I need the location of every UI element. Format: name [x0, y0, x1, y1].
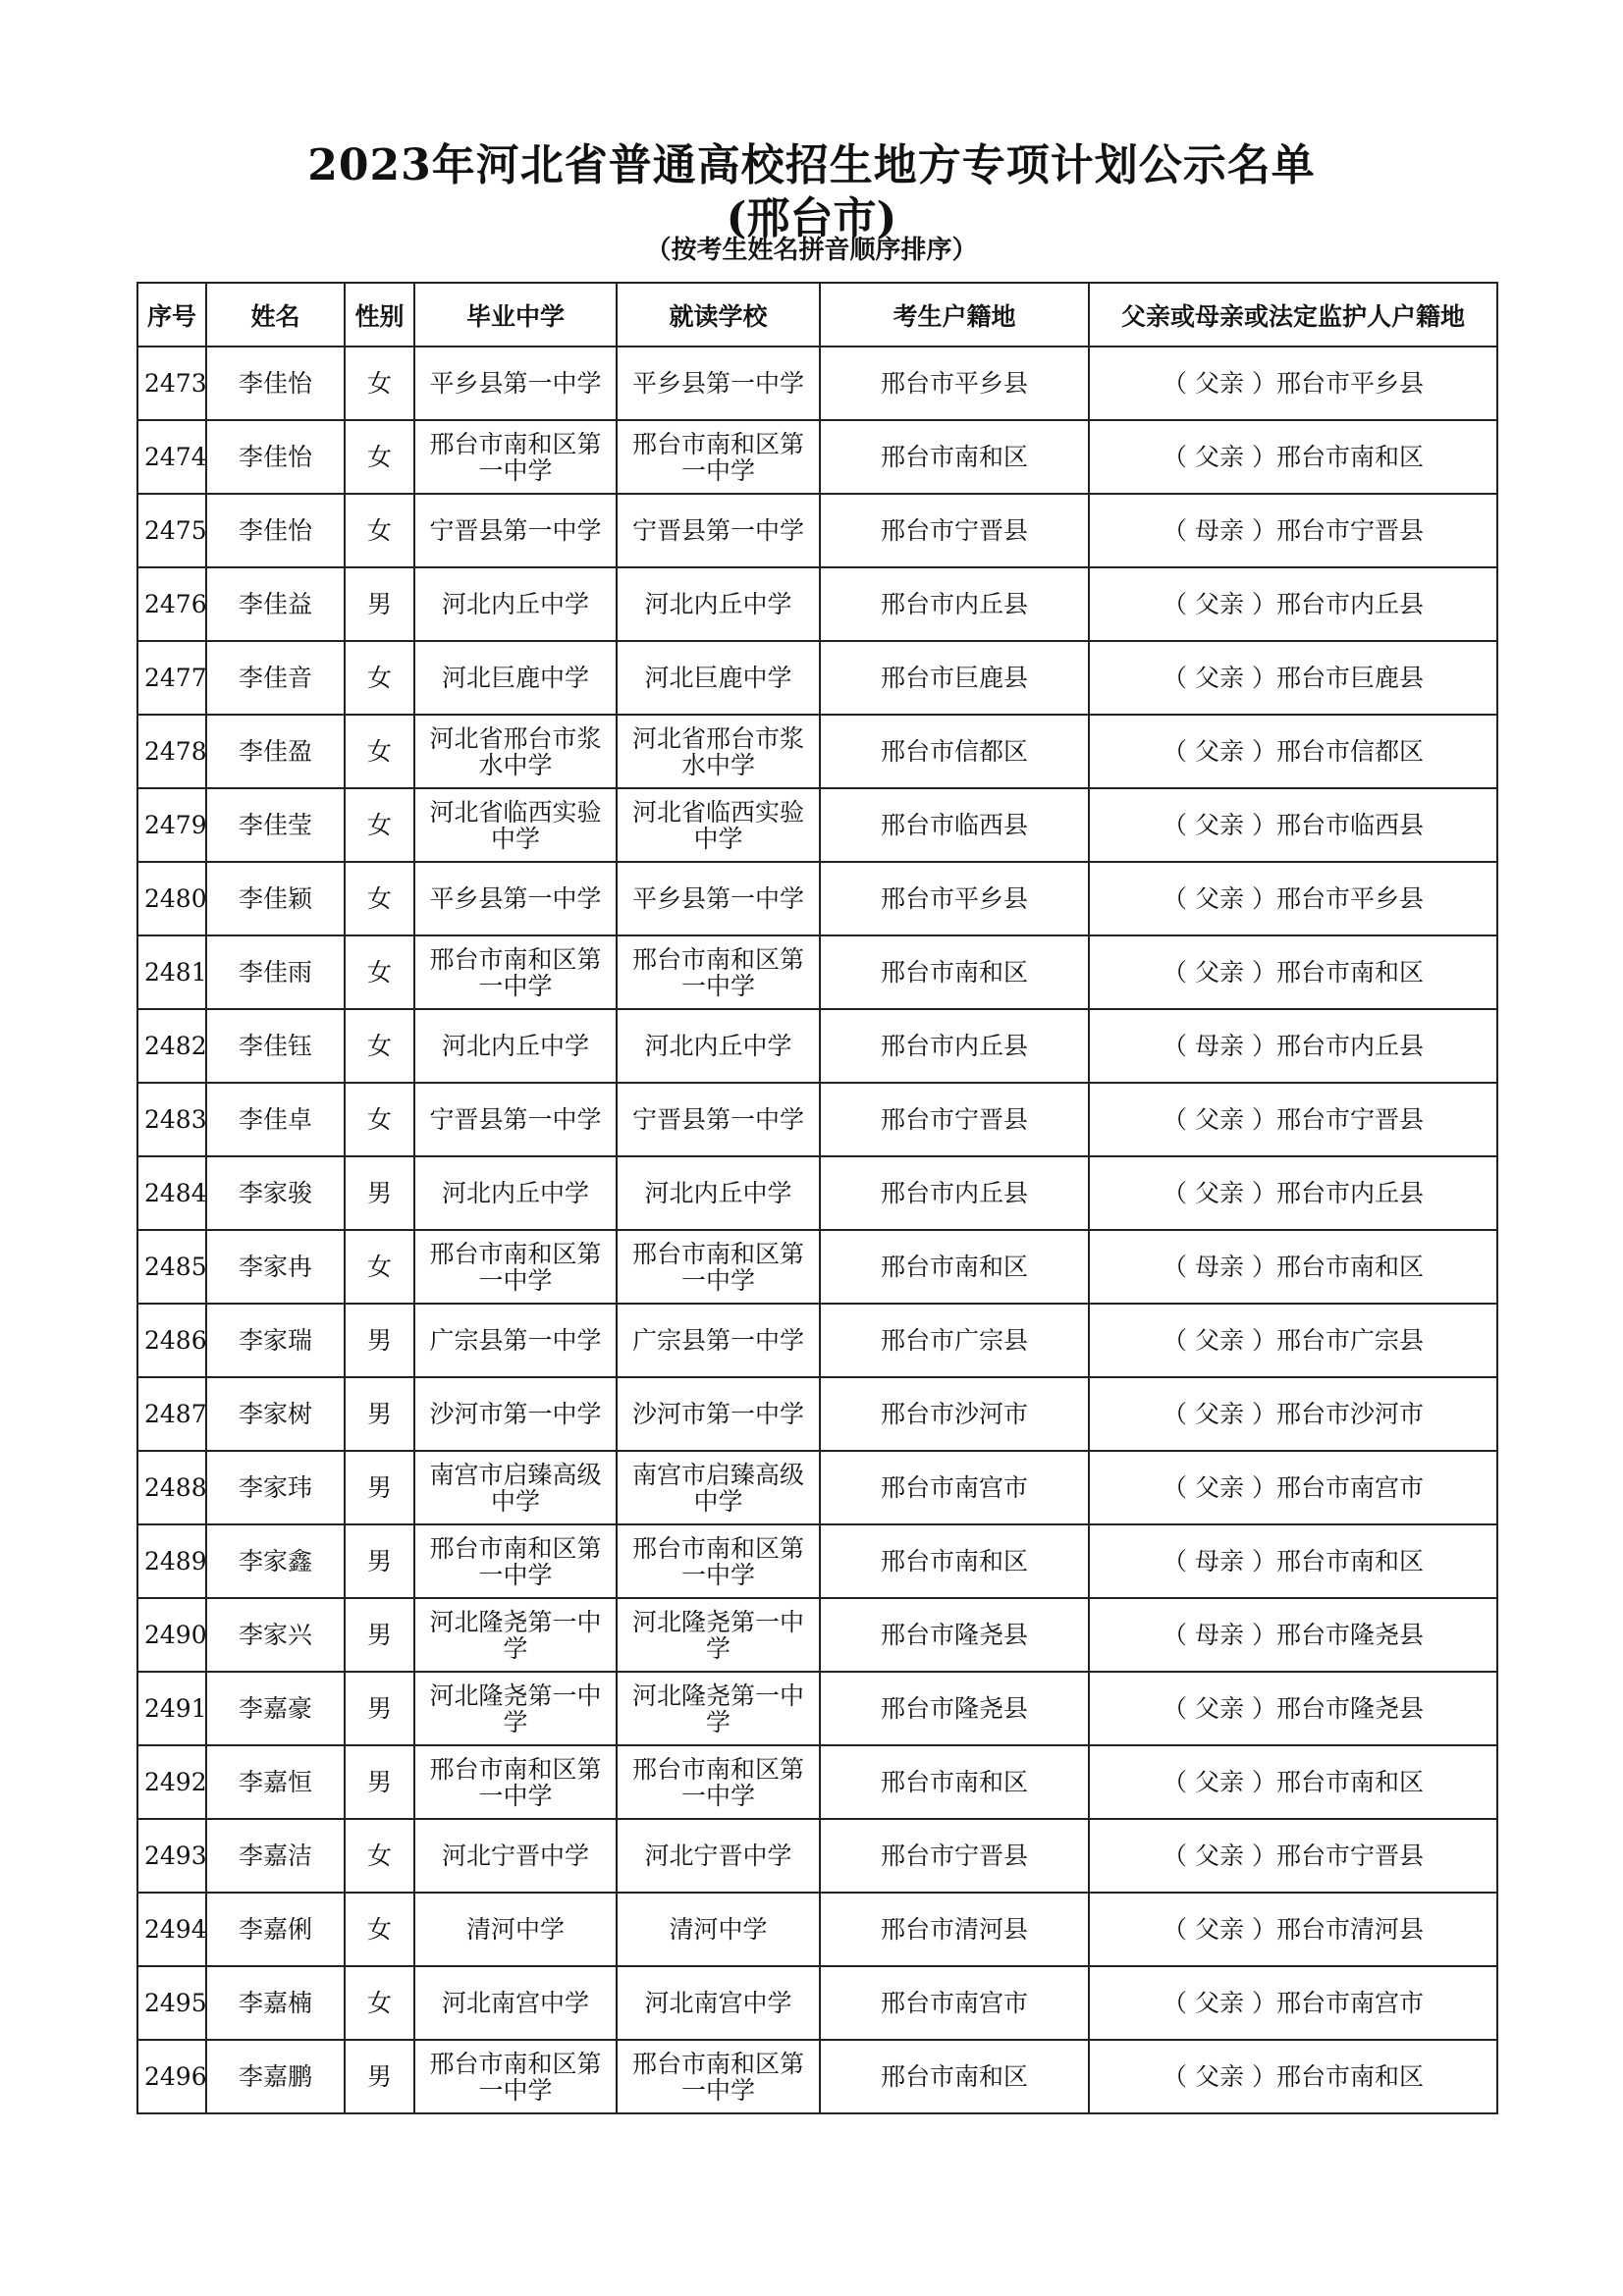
cell-number: 2492 — [137, 1745, 206, 1819]
cell-gender: 女 — [345, 935, 414, 1009]
cell-name: 李佳怡 — [206, 420, 345, 494]
cell-gender: 男 — [345, 1451, 414, 1524]
cell-student-residence: 邢台市南和区 — [820, 1230, 1089, 1304]
cell-guardian-residence: （ 父亲 ）邢台市宁晋县 — [1089, 1083, 1497, 1156]
cell-graduation-school: 广宗县第一中学 — [414, 1304, 617, 1377]
cell-number: 2474 — [137, 420, 206, 494]
cell-name: 李佳盈 — [206, 715, 345, 788]
cell-graduation-school: 河北省临西实验中学 — [414, 788, 617, 862]
table-row — [137, 1009, 1497, 1083]
cell-graduation-school: 河北省邢台市浆水中学 — [414, 715, 617, 788]
table-row — [137, 862, 1497, 935]
cell-gender: 男 — [345, 1745, 414, 1819]
cell-student-residence: 邢台市巨鹿县 — [820, 641, 1089, 715]
cell-student-residence: 邢台市南宫市 — [820, 1451, 1089, 1524]
table-row — [137, 1083, 1497, 1156]
cell-name: 李家瑞 — [206, 1304, 345, 1377]
cell-current-school: 邢台市南和区第一中学 — [617, 1745, 820, 1819]
cell-student-residence: 邢台市南和区 — [820, 2040, 1089, 2113]
cell-number: 2477 — [137, 641, 206, 715]
table-row — [137, 935, 1497, 1009]
cell-graduation-school: 河北南宫中学 — [414, 1966, 617, 2040]
cell-name: 李家冉 — [206, 1230, 345, 1304]
cell-number: 2491 — [137, 1672, 206, 1745]
table-row — [137, 1230, 1497, 1304]
cell-current-school: 邢台市南和区第一中学 — [617, 1524, 820, 1598]
cell-gender: 女 — [345, 1893, 414, 1966]
cell-current-school: 南宫市启臻高级中学 — [617, 1451, 820, 1524]
cell-gender: 女 — [345, 494, 414, 567]
cell-gender: 男 — [345, 1377, 414, 1451]
cell-guardian-residence: （ 父亲 ）邢台市宁晋县 — [1089, 1819, 1497, 1893]
cell-name: 李佳莹 — [206, 788, 345, 862]
cell-current-school: 宁晋县第一中学 — [617, 1083, 820, 1156]
cell-gender: 男 — [345, 567, 414, 641]
table-row — [137, 1377, 1497, 1451]
col-header-name: 姓名 — [206, 283, 345, 347]
table-row — [137, 1598, 1497, 1672]
cell-number: 2478 — [137, 715, 206, 788]
cell-guardian-residence: （ 父亲 ）邢台市隆尧县 — [1089, 1672, 1497, 1745]
cell-number: 2473 — [137, 347, 206, 420]
cell-guardian-residence: （ 母亲 ）邢台市隆尧县 — [1089, 1598, 1497, 1672]
cell-gender: 男 — [345, 1304, 414, 1377]
table-row — [137, 420, 1497, 494]
cell-name: 李佳怡 — [206, 494, 345, 567]
cell-current-school: 邢台市南和区第一中学 — [617, 935, 820, 1009]
cell-current-school: 宁晋县第一中学 — [617, 494, 820, 567]
cell-name: 李嘉豪 — [206, 1672, 345, 1745]
cell-graduation-school: 宁晋县第一中学 — [414, 1083, 617, 1156]
cell-guardian-residence: （ 父亲 ）邢台市信都区 — [1089, 715, 1497, 788]
cell-name: 李嘉洁 — [206, 1819, 345, 1893]
cell-student-residence: 邢台市宁晋县 — [820, 1819, 1089, 1893]
cell-gender: 女 — [345, 1083, 414, 1156]
cell-gender: 女 — [345, 715, 414, 788]
cell-guardian-residence: （ 父亲 ）邢台市内丘县 — [1089, 567, 1497, 641]
cell-graduation-school: 邢台市南和区第一中学 — [414, 420, 617, 494]
table-row — [137, 641, 1497, 715]
cell-gender: 女 — [345, 862, 414, 935]
cell-student-residence: 邢台市宁晋县 — [820, 494, 1089, 567]
cell-current-school: 广宗县第一中学 — [617, 1304, 820, 1377]
cell-gender: 男 — [345, 1524, 414, 1598]
table-row — [137, 715, 1497, 788]
cell-guardian-residence: （ 父亲 ）邢台市巨鹿县 — [1089, 641, 1497, 715]
cell-number: 2494 — [137, 1893, 206, 1966]
cell-guardian-residence: （ 父亲 ）邢台市南宫市 — [1089, 1966, 1497, 2040]
cell-gender: 男 — [345, 1156, 414, 1230]
cell-name: 李嘉鹏 — [206, 2040, 345, 2113]
cell-current-school: 平乡县第一中学 — [617, 862, 820, 935]
table-row — [137, 1156, 1497, 1230]
cell-gender: 女 — [345, 1230, 414, 1304]
cell-current-school: 河北省临西实验中学 — [617, 788, 820, 862]
cell-number: 2482 — [137, 1009, 206, 1083]
cell-student-residence: 邢台市临西县 — [820, 788, 1089, 862]
cell-guardian-residence: （ 父亲 ）邢台市南和区 — [1089, 935, 1497, 1009]
cell-name: 李家玮 — [206, 1451, 345, 1524]
cell-gender: 男 — [345, 2040, 414, 2113]
cell-number: 2493 — [137, 1819, 206, 1893]
cell-number: 2496 — [137, 2040, 206, 2113]
col-header-current-school: 就读学校 — [617, 283, 820, 347]
cell-guardian-residence: （ 母亲 ）邢台市内丘县 — [1089, 1009, 1497, 1083]
cell-graduation-school: 沙河市第一中学 — [414, 1377, 617, 1451]
cell-student-residence: 邢台市南和区 — [820, 420, 1089, 494]
cell-number: 2486 — [137, 1304, 206, 1377]
table-row — [137, 1966, 1497, 2040]
table-row — [137, 567, 1497, 641]
cell-graduation-school: 平乡县第一中学 — [414, 347, 617, 420]
roster-table — [136, 282, 1498, 2114]
cell-current-school: 河北巨鹿中学 — [617, 641, 820, 715]
cell-current-school: 河北宁晋中学 — [617, 1819, 820, 1893]
cell-number: 2481 — [137, 935, 206, 1009]
cell-current-school: 河北隆尧第一中学 — [617, 1598, 820, 1672]
cell-graduation-school: 河北隆尧第一中学 — [414, 1672, 617, 1745]
cell-number: 2480 — [137, 862, 206, 935]
cell-current-school: 邢台市南和区第一中学 — [617, 420, 820, 494]
cell-current-school: 河北省邢台市浆水中学 — [617, 715, 820, 788]
cell-number: 2479 — [137, 788, 206, 862]
cell-gender: 女 — [345, 788, 414, 862]
cell-student-residence: 邢台市信都区 — [820, 715, 1089, 788]
cell-guardian-residence: （ 父亲 ）邢台市平乡县 — [1089, 347, 1497, 420]
cell-graduation-school: 平乡县第一中学 — [414, 862, 617, 935]
col-header-guardian-residence: 父亲或母亲或法定监护人户籍地 — [1089, 283, 1497, 347]
cell-graduation-school: 河北内丘中学 — [414, 567, 617, 641]
cell-guardian-residence: （ 父亲 ）邢台市南和区 — [1089, 1745, 1497, 1819]
cell-student-residence: 邢台市南和区 — [820, 935, 1089, 1009]
cell-current-school: 河北内丘中学 — [617, 1009, 820, 1083]
cell-student-residence: 邢台市沙河市 — [820, 1377, 1089, 1451]
cell-gender: 女 — [345, 420, 414, 494]
document-subtitle: (邢台市) — [726, 193, 897, 243]
cell-guardian-residence: （ 父亲 ）邢台市临西县 — [1089, 788, 1497, 862]
cell-guardian-residence: （ 父亲 ）邢台市南宫市 — [1089, 1451, 1497, 1524]
cell-gender: 男 — [345, 1598, 414, 1672]
cell-name: 李家鑫 — [206, 1524, 345, 1598]
cell-current-school: 沙河市第一中学 — [617, 1377, 820, 1451]
col-header-graduation-school: 毕业中学 — [414, 283, 617, 347]
header-row — [137, 283, 1497, 347]
cell-name: 李家骏 — [206, 1156, 345, 1230]
cell-gender: 女 — [345, 1819, 414, 1893]
cell-student-residence: 邢台市内丘县 — [820, 1009, 1089, 1083]
cell-current-school: 邢台市南和区第一中学 — [617, 2040, 820, 2113]
cell-student-residence: 邢台市平乡县 — [820, 347, 1089, 420]
table-row — [137, 1672, 1497, 1745]
cell-name: 李家兴 — [206, 1598, 345, 1672]
cell-number: 2483 — [137, 1083, 206, 1156]
cell-name: 李嘉恒 — [206, 1745, 345, 1819]
cell-name: 李家树 — [206, 1377, 345, 1451]
cell-graduation-school: 清河中学 — [414, 1893, 617, 1966]
cell-guardian-residence: （ 父亲 ）邢台市广宗县 — [1089, 1304, 1497, 1377]
roster-body — [137, 347, 1497, 2113]
cell-graduation-school: 河北宁晋中学 — [414, 1819, 617, 1893]
cell-student-residence: 邢台市隆尧县 — [820, 1598, 1089, 1672]
cell-guardian-residence: （ 父亲 ）邢台市沙河市 — [1089, 1377, 1497, 1451]
cell-name: 李佳钰 — [206, 1009, 345, 1083]
cell-gender: 女 — [345, 641, 414, 715]
cell-number: 2495 — [137, 1966, 206, 2040]
cell-student-residence: 邢台市南宫市 — [820, 1966, 1089, 2040]
table-row — [137, 1745, 1497, 1819]
cell-graduation-school: 邢台市南和区第一中学 — [414, 2040, 617, 2113]
cell-current-school: 河北南宫中学 — [617, 1966, 820, 2040]
cell-current-school: 河北隆尧第一中学 — [617, 1672, 820, 1745]
cell-graduation-school: 河北内丘中学 — [414, 1156, 617, 1230]
cell-guardian-residence: （ 父亲 ）邢台市南和区 — [1089, 420, 1497, 494]
cell-name: 李佳音 — [206, 641, 345, 715]
cell-number: 2485 — [137, 1230, 206, 1304]
cell-name: 李佳卓 — [206, 1083, 345, 1156]
cell-gender: 女 — [345, 1009, 414, 1083]
cell-graduation-school: 宁晋县第一中学 — [414, 494, 617, 567]
cell-graduation-school: 邢台市南和区第一中学 — [414, 1524, 617, 1598]
col-header-number: 序号 — [137, 283, 206, 347]
sort-note: （按考生姓名拼音顺序排序） — [645, 236, 978, 265]
col-header-gender: 性别 — [345, 283, 414, 347]
table-row — [137, 1893, 1497, 1966]
cell-guardian-residence: （ 父亲 ）邢台市南和区 — [1089, 2040, 1497, 2113]
table-row — [137, 2040, 1497, 2113]
cell-number: 2490 — [137, 1598, 206, 1672]
cell-graduation-school: 南宫市启臻高级中学 — [414, 1451, 617, 1524]
cell-guardian-residence: （ 母亲 ）邢台市宁晋县 — [1089, 494, 1497, 567]
cell-student-residence: 邢台市南和区 — [820, 1524, 1089, 1598]
cell-guardian-residence: （ 父亲 ）邢台市平乡县 — [1089, 862, 1497, 935]
cell-guardian-residence: （ 父亲 ）邢台市清河县 — [1089, 1893, 1497, 1966]
cell-graduation-school: 河北内丘中学 — [414, 1009, 617, 1083]
cell-current-school: 河北内丘中学 — [617, 1156, 820, 1230]
cell-number: 2487 — [137, 1377, 206, 1451]
cell-student-residence: 邢台市内丘县 — [820, 567, 1089, 641]
table-row — [137, 788, 1497, 862]
cell-guardian-residence: （ 父亲 ）邢台市内丘县 — [1089, 1156, 1497, 1230]
cell-number: 2488 — [137, 1451, 206, 1524]
cell-gender: 女 — [345, 347, 414, 420]
cell-current-school: 清河中学 — [617, 1893, 820, 1966]
table-row — [137, 1451, 1497, 1524]
table-row — [137, 1304, 1497, 1377]
cell-name: 李佳雨 — [206, 935, 345, 1009]
cell-guardian-residence: （ 母亲 ）邢台市南和区 — [1089, 1230, 1497, 1304]
cell-graduation-school: 邢台市南和区第一中学 — [414, 935, 617, 1009]
table-row — [137, 1524, 1497, 1598]
cell-student-residence: 邢台市内丘县 — [820, 1156, 1089, 1230]
table-row — [137, 1819, 1497, 1893]
table-row — [137, 347, 1497, 420]
cell-student-residence: 邢台市南和区 — [820, 1745, 1089, 1819]
document-title: 2023年河北省普通高校招生地方专项计划公示名单 — [307, 140, 1316, 190]
cell-name: 李嘉楠 — [206, 1966, 345, 2040]
cell-current-school: 河北内丘中学 — [617, 567, 820, 641]
cell-current-school: 平乡县第一中学 — [617, 347, 820, 420]
cell-graduation-school: 河北巨鹿中学 — [414, 641, 617, 715]
cell-graduation-school: 邢台市南和区第一中学 — [414, 1745, 617, 1819]
cell-student-residence: 邢台市广宗县 — [820, 1304, 1089, 1377]
table-row — [137, 494, 1497, 567]
cell-graduation-school: 河北隆尧第一中学 — [414, 1598, 617, 1672]
cell-student-residence: 邢台市宁晋县 — [820, 1083, 1089, 1156]
cell-name: 李佳颖 — [206, 862, 345, 935]
cell-number: 2484 — [137, 1156, 206, 1230]
cell-number: 2489 — [137, 1524, 206, 1598]
cell-number: 2476 — [137, 567, 206, 641]
cell-gender: 女 — [345, 1966, 414, 2040]
cell-graduation-school: 邢台市南和区第一中学 — [414, 1230, 617, 1304]
cell-gender: 男 — [345, 1672, 414, 1745]
cell-current-school: 邢台市南和区第一中学 — [617, 1230, 820, 1304]
cell-name: 李嘉俐 — [206, 1893, 345, 1966]
cell-student-residence: 邢台市清河县 — [820, 1893, 1089, 1966]
cell-name: 李佳怡 — [206, 347, 345, 420]
col-header-student-residence: 考生户籍地 — [820, 283, 1089, 347]
cell-number: 2475 — [137, 494, 206, 567]
cell-student-residence: 邢台市平乡县 — [820, 862, 1089, 935]
cell-student-residence: 邢台市隆尧县 — [820, 1672, 1089, 1745]
cell-name: 李佳益 — [206, 567, 345, 641]
cell-guardian-residence: （ 母亲 ）邢台市南和区 — [1089, 1524, 1497, 1598]
